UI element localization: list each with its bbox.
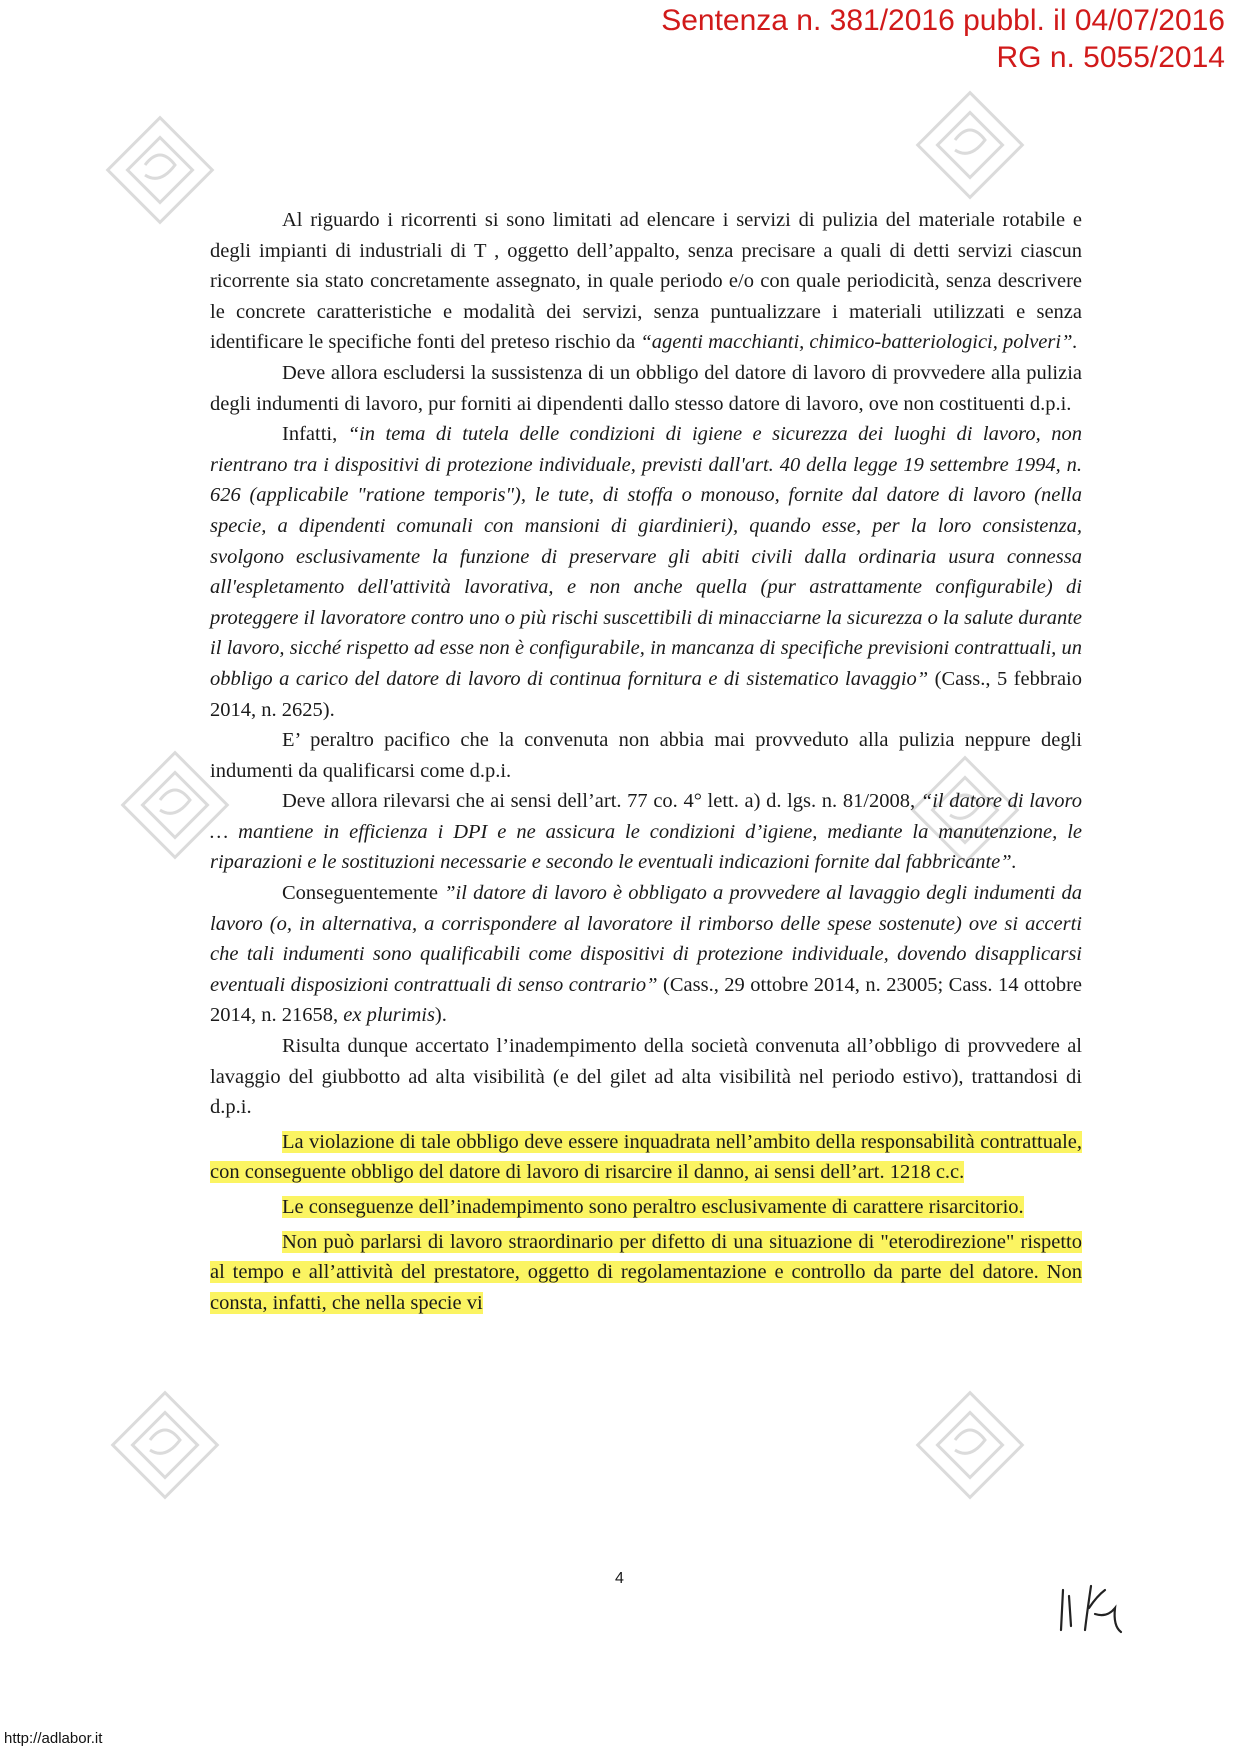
sentence-number-line: Sentenza n. 381/2016 pubbl. il 04/07/2016 [661,4,1225,37]
highlighted-paragraph [210,1227,1082,1319]
highlighted-paragraph [210,1127,1082,1188]
watermark-logo-icon [95,105,225,235]
paragraph [210,205,1082,358]
watermark-logo-icon [905,1380,1035,1510]
quoted-text: “il datore di lavoro … mantiene in efficienza i DPI e ne assicura le condizioni d’igiene, mediante la manutenzione, le riparazioni e le sostituzioni necessarie e secondo le eventuali indicazioni fornite dal fabbricante”. [210,790,1083,874]
paragraph-text: Deve allora rilevarsi che ai sensi dell’art. 77 co. 4° lett. a) d. lgs. n. 81/2008, [282,790,921,813]
quoted-text: “in tema di tutela delle condizioni di igiene e sicurezza dei luoghi di lavoro, non rientrano tra i dispositivi di protezione individuale, previsti dall'art. 40 della legge 19 settembre 1994, n. 626 (applicabile "ratione temporis"), le tute, di stoffa o monouso, fornite dal datore di lavoro (nella specie, a dipendenti comunali con mansioni di giardinieri), quando esse, per la loro consistenza, svolgono esclusivamente la funzione di preservare gli abiti civili dalla ordinaria usura connessa all'espletamento dell'attività lavorativa, e non anche quella (pur astrattamente configurabile) di proteggere il lavoratore contro uno o più rischi suscettibili di minacciarne la sicurezza o la salute durante il lavoro, sicché rispetto ad esse non è configurabile, in mancanza di specifiche previsioni contrattuali, un obbligo a carico del datore di lavoro di continua fornitura e di sistematico lavaggio” [210,423,1082,690]
sentence-reference-header [661,2,1225,76]
citation: (Cass., 29 ottobre 2014, n. 23005; Cass. 14 ottobre 2014, n. 21658, [210,973,1082,1027]
citation: (Cass., 5 febbraio 2014, n. 2625). [210,667,1082,721]
watermark-logo-icon [100,1380,230,1510]
source-url: http://adlabor.it [4,1730,103,1747]
registry-number-line: RG n. 5055/2014 [996,41,1225,74]
signature-icon [1055,1578,1145,1638]
paragraph [210,786,1082,878]
paragraph-text: Conseguentemente [282,882,445,905]
highlighted-text: Non può parlarsi di lavoro straordinario per difetto di una situazione di "eterodirezione" rispetto al tempo e all’attività del prestatore, oggetto di regolamentazione e controllo da parte del datore. Non consta, infatti, che nella specie vi [210,1230,1082,1314]
paragraph-text: Al riguardo i ricorrenti si sono limitati ad elencare i servizi di pulizia del materiale rotabile e degli impianti di industriali di T , oggetto dell’appalto, senza precisare a quali di detti servizi ciascun ricorrente sia stato concretamente assegnato, in quale periodo e/o con quale periodicità, senza descrivere le concrete caratteristiche e modalità dei servizi, senza puntualizzare i materiali utilizzati e senza identificare le specifiche fonti del preteso rischio da [210,209,1082,354]
paragraph [210,419,1082,725]
highlighted-text: Le conseguenze dell’inadempimento sono peraltro esclusivamente di carattere risarcitorio. [282,1196,1024,1218]
citation-end: ). [434,1004,447,1027]
citation-italic: ex plurimis [343,1004,435,1027]
quoted-text: ”il datore di lavoro è obbligato a provvedere al lavaggio degli indumenti da lavoro (o, in alternativa, a corrispondere al lavoratore il rimborso delle spese sostenute) ove si accerti che tali indumenti sono qualificabili come dispositivi di protezione individuale, dovendo disapplicarsi eventuali disposizioni contrattuali di senso contrario” [210,882,1082,996]
paragraph [210,878,1082,1031]
quoted-text: “agenti macchianti, chimico-batteriologici, polveri”. [640,331,1078,354]
paragraph: Deve allora escludersi la sussistenza di un obbligo del datore di lavoro di provvedere alla pulizia degli indumenti di lavoro, pur forniti ai dipendenti dallo stesso datore di lavoro, ove non costituenti d.p.i. [210,361,1082,415]
document-body [210,205,1082,1318]
watermark-logo-icon [905,80,1035,210]
paragraph: Risulta dunque accertato l’inadempimento della società convenuta all’obbligo di provvedere al lavaggio del giubbotto ad alta visibilità (e del gilet ad alta visibilità nel periodo estivo), trattandosi di d.p.i. [210,1035,1082,1119]
highlighted-text: La violazione di tale obbligo deve essere inquadrata nell’ambito della responsabilità contrattuale, con conseguente obbligo del datore di lavoro di risarcire il danno, ai sensi dell’art. 1218 c.c. [210,1130,1082,1184]
page-number: 4 [615,1570,624,1587]
paragraph-text: Infatti, [282,423,348,446]
paragraph: E’ peraltro pacifico che la convenuta non abbia mai provveduto alla pulizia neppure degli indumenti da qualificarsi come d.p.i. [210,729,1082,782]
highlighted-paragraph [210,1192,1082,1223]
